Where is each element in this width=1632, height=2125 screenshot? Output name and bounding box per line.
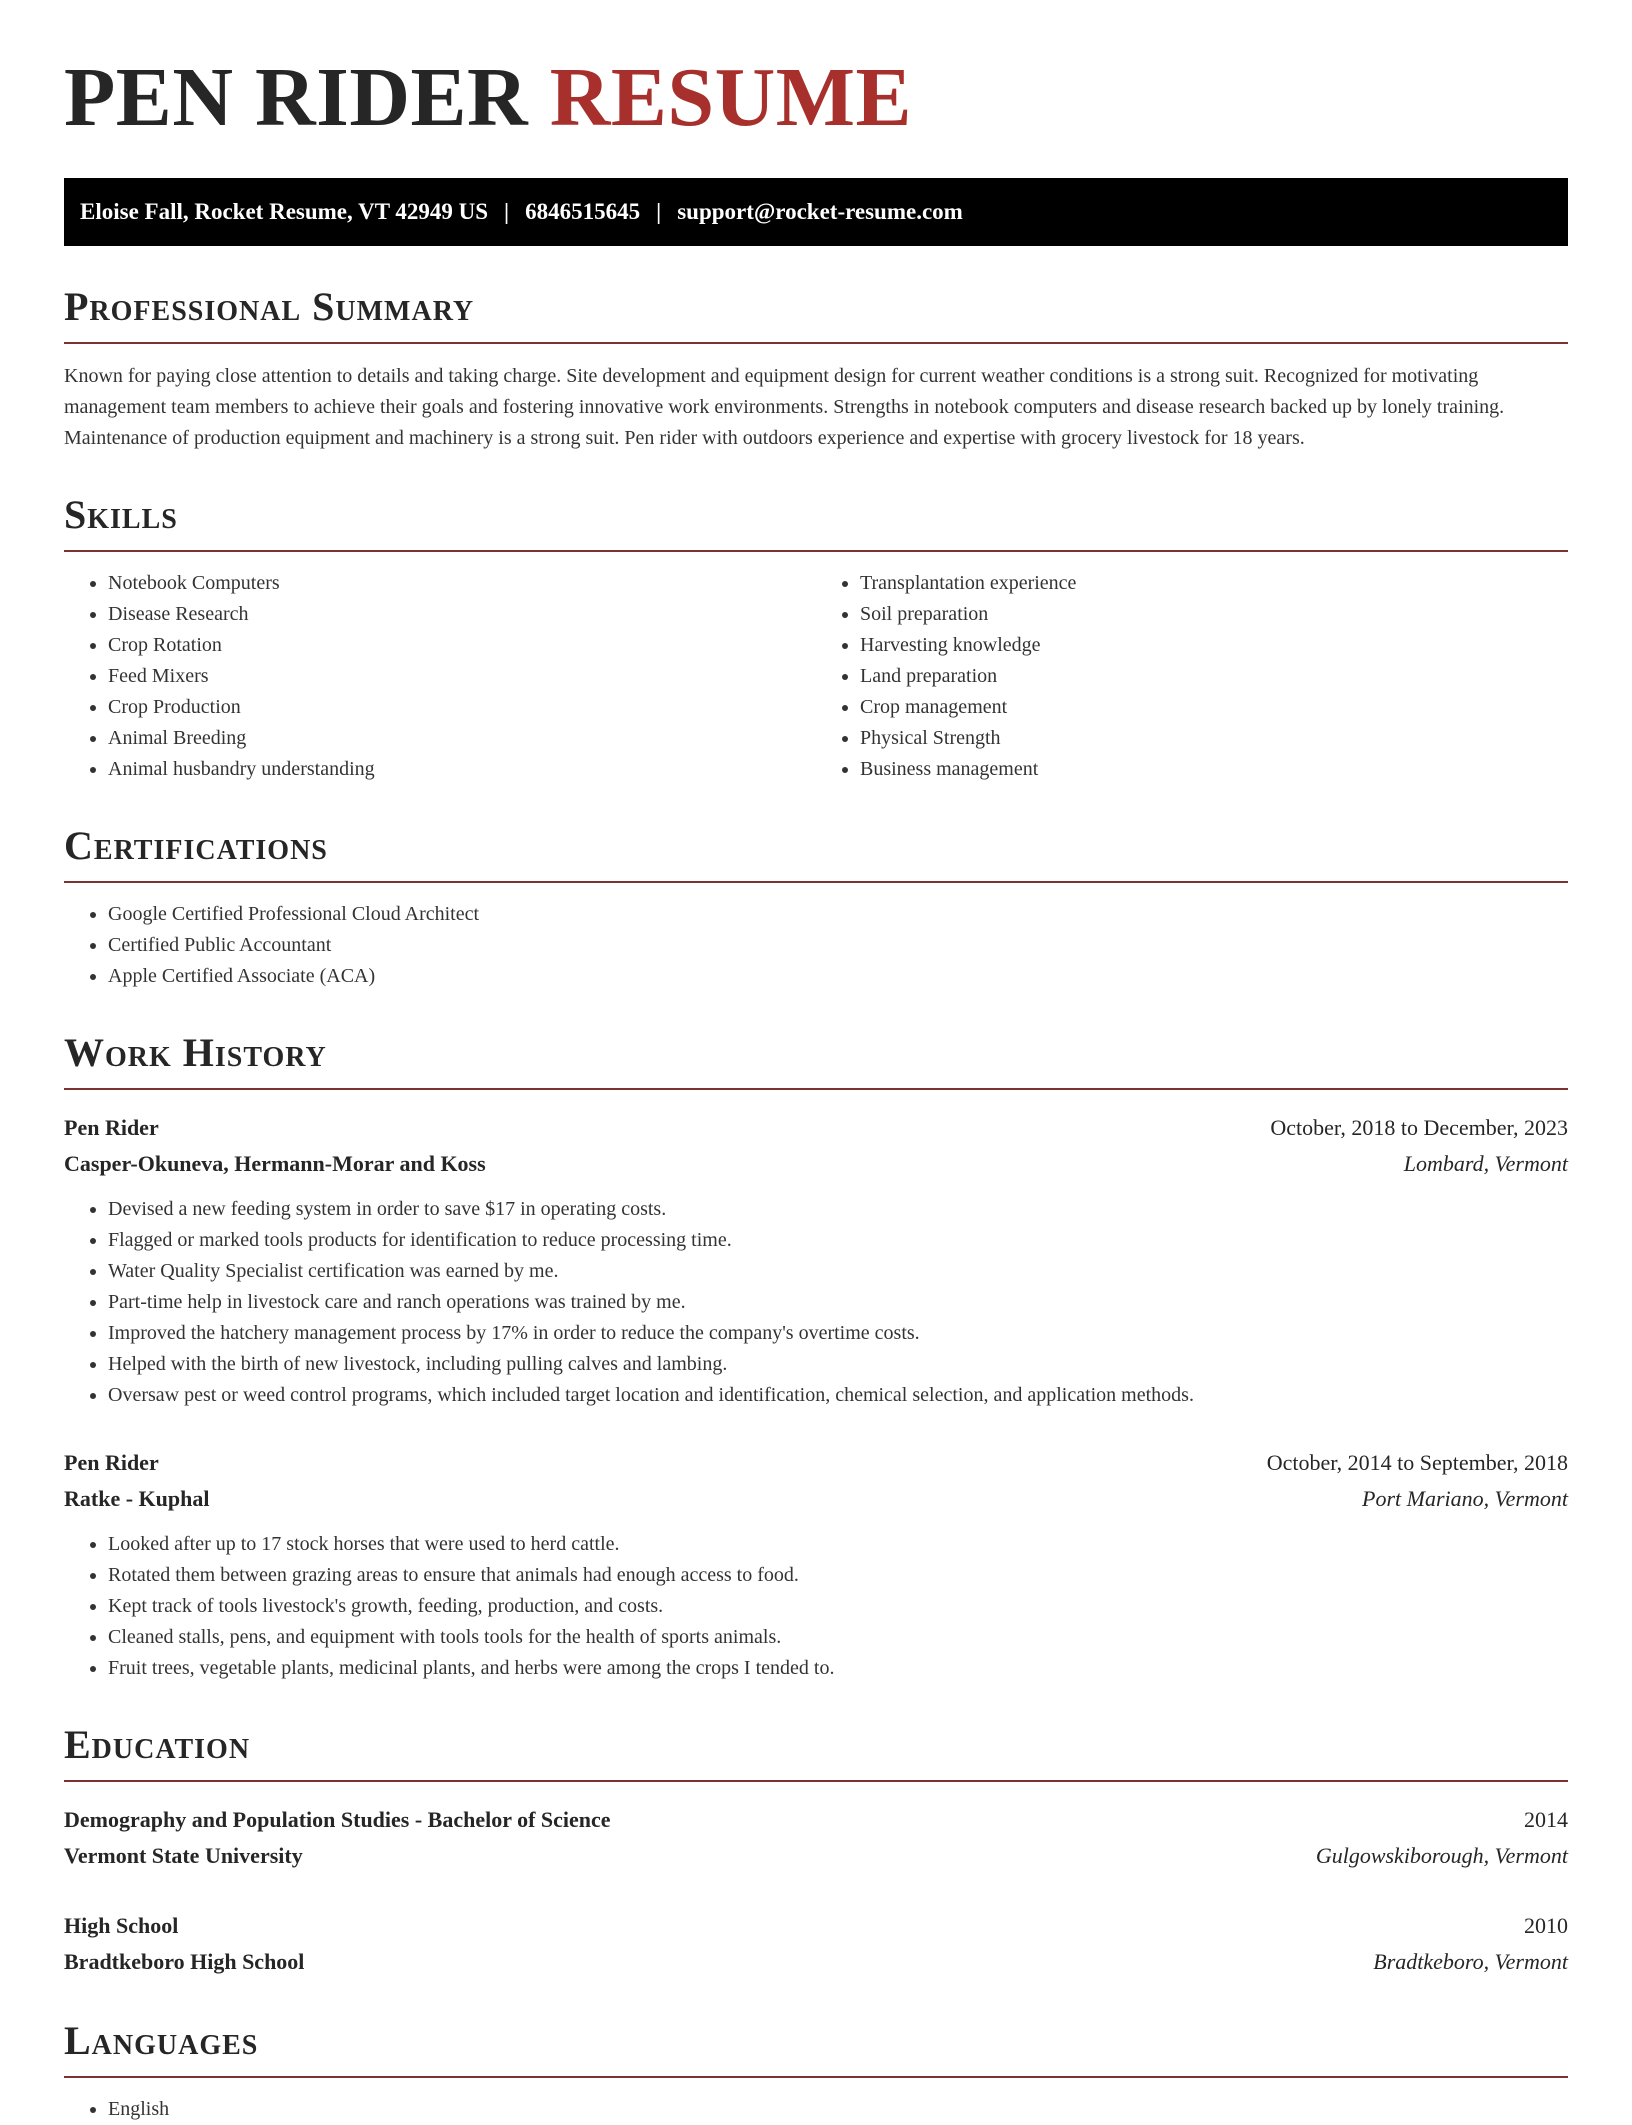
- education-degree-row: [64, 1908, 1568, 1944]
- skills-list-right: [816, 568, 1568, 785]
- work-history-section: [64, 1032, 1568, 1684]
- certification-item: • Apple Certified Associate (ACA): [108, 961, 1568, 992]
- skill-item: • Transplantation experience: [860, 568, 1568, 599]
- certifications-list: [64, 899, 1568, 992]
- education-entry: [64, 1908, 1568, 1980]
- skill-item: • Animal Breeding: [108, 723, 816, 754]
- job-bullet: • Improved the hatchery management process by 17% in order to reduce the company's overtime costs.: [108, 1318, 1568, 1349]
- job-bullet: • Helped with the birth of new livestock, including pulling calves and lambing.: [108, 1349, 1568, 1380]
- skills-section: [64, 494, 1568, 785]
- education-school-row: [64, 1944, 1568, 1980]
- job-location: Port Mariano, Vermont: [1362, 1486, 1568, 1511]
- certification-item: • Certified Public Accountant: [108, 930, 1568, 961]
- skills-columns: [64, 568, 1568, 785]
- work-history-heading: Work History: [64, 1032, 1568, 1090]
- certifications-section: [64, 825, 1568, 992]
- job-title-row: [64, 1110, 1568, 1146]
- skills-heading: Skills: [64, 494, 1568, 552]
- resume-title: [64, 51, 1568, 144]
- education-school-row: [64, 1838, 1568, 1874]
- education-school: Bradtkeboro High School: [64, 1949, 305, 1974]
- education-degree: High School: [64, 1913, 179, 1938]
- job-bullet: • Part-time help in livestock care and ranch operations was trained by me.: [108, 1287, 1568, 1318]
- job-dates: October, 2014 to September, 2018: [1266, 1450, 1568, 1475]
- job-dates: October, 2018 to December, 2023: [1270, 1115, 1568, 1140]
- job-entry: [64, 1445, 1568, 1684]
- skill-item: • Land preparation: [860, 661, 1568, 692]
- education-degree: Demography and Population Studies - Bachelor of Science: [64, 1807, 611, 1832]
- job-bullet: • Devised a new feeding system in order to save $17 in operating costs.: [108, 1194, 1568, 1225]
- skill-item: • Physical Strength: [860, 723, 1568, 754]
- title-main: PEN RIDER: [64, 51, 529, 144]
- skill-item: • Disease Research: [108, 599, 816, 630]
- job-company: Casper-Okuneva, Hermann-Morar and Koss: [64, 1151, 486, 1176]
- contact-address: Eloise Fall, Rocket Resume, VT 42949 US: [80, 199, 489, 224]
- skill-item: • Notebook Computers: [108, 568, 816, 599]
- languages-list: [64, 2094, 1568, 2125]
- language-item: • English: [108, 2094, 1568, 2125]
- skill-item: • Animal husbandry understanding: [108, 754, 816, 785]
- education-degree-row: [64, 1802, 1568, 1838]
- job-bullet: • Water Quality Specialist certification was earned by me.: [108, 1256, 1568, 1287]
- summary-heading: Professional Summary: [64, 286, 1568, 344]
- education-heading: Education: [64, 1724, 1568, 1782]
- summary-text: Known for paying close attention to details and taking charge. Site development and equipment design for current weather conditions is a strong suit. Recognized for motivating management team members to achieve their goals and fostering innovative work environments. Strengths in notebook computers and disease research backed up by lonely training. Maintenance of production equipment and machinery is a strong suit. Pen rider with outdoors experience and expertise with grocery livestock for 18 years.: [64, 365, 1505, 449]
- certifications-heading: Certifications: [64, 825, 1568, 883]
- languages-section: [64, 2020, 1568, 2125]
- skill-item: • Soil preparation: [860, 599, 1568, 630]
- education-year: 2010: [1524, 1913, 1568, 1938]
- job-bullets: [64, 1529, 1568, 1684]
- job-location: Lombard, Vermont: [1403, 1151, 1568, 1176]
- skill-item: • Crop Production: [108, 692, 816, 723]
- job-title: Pen Rider: [64, 1450, 159, 1475]
- contact-separator: |: [656, 199, 662, 224]
- job-entry: [64, 1110, 1568, 1411]
- job-bullet: • Flagged or marked tools products for identification to reduce processing time.: [108, 1225, 1568, 1256]
- skill-item: • Harvesting knowledge: [860, 630, 1568, 661]
- job-bullet: • Cleaned stalls, pens, and equipment with tools tools for the health of sports animals.: [108, 1622, 1568, 1653]
- summary-section: [64, 286, 1568, 454]
- education-school: Vermont State University: [64, 1843, 303, 1868]
- job-company-row: [64, 1146, 1568, 1182]
- title-accent: RESUME: [549, 51, 913, 144]
- job-bullet: • Looked after up to 17 stock horses that were used to herd cattle.: [108, 1529, 1568, 1560]
- contact-separator: |: [504, 199, 510, 224]
- education-entry: [64, 1802, 1568, 1874]
- job-company-row: [64, 1481, 1568, 1517]
- education-location: Gulgowskiborough, Vermont: [1315, 1843, 1568, 1868]
- languages-heading: Languages: [64, 2020, 1568, 2078]
- skill-item: • Business management: [860, 754, 1568, 785]
- job-title: Pen Rider: [64, 1115, 159, 1140]
- job-bullet: • Rotated them between grazing areas to ensure that animals had enough access to food.: [108, 1560, 1568, 1591]
- education-year: 2014: [1524, 1807, 1568, 1832]
- skill-item: • Crop Rotation: [108, 630, 816, 661]
- certification-item: • Google Certified Professional Cloud Architect: [108, 899, 1568, 930]
- job-bullet: • Kept track of tools livestock's growth, feeding, production, and costs.: [108, 1591, 1568, 1622]
- skill-item: • Crop management: [860, 692, 1568, 723]
- job-bullet: • Fruit trees, vegetable plants, medicinal plants, and herbs were among the crops I tended to.: [108, 1653, 1568, 1684]
- job-bullets: [64, 1194, 1568, 1411]
- education-location: Bradtkeboro, Vermont: [1373, 1949, 1568, 1974]
- contact-phone: 6846515645: [525, 199, 641, 224]
- skill-item: • Feed Mixers: [108, 661, 816, 692]
- education-section: [64, 1724, 1568, 1980]
- job-company: Ratke - Kuphal: [64, 1486, 210, 1511]
- job-bullet: • Oversaw pest or weed control programs, which included target location and identification, chemical selection, and application methods.: [108, 1380, 1568, 1411]
- job-title-row: [64, 1445, 1568, 1481]
- contact-email: support@rocket-resume.com: [677, 199, 963, 224]
- contact-bar: [64, 178, 1568, 246]
- skills-list-left: [64, 568, 816, 785]
